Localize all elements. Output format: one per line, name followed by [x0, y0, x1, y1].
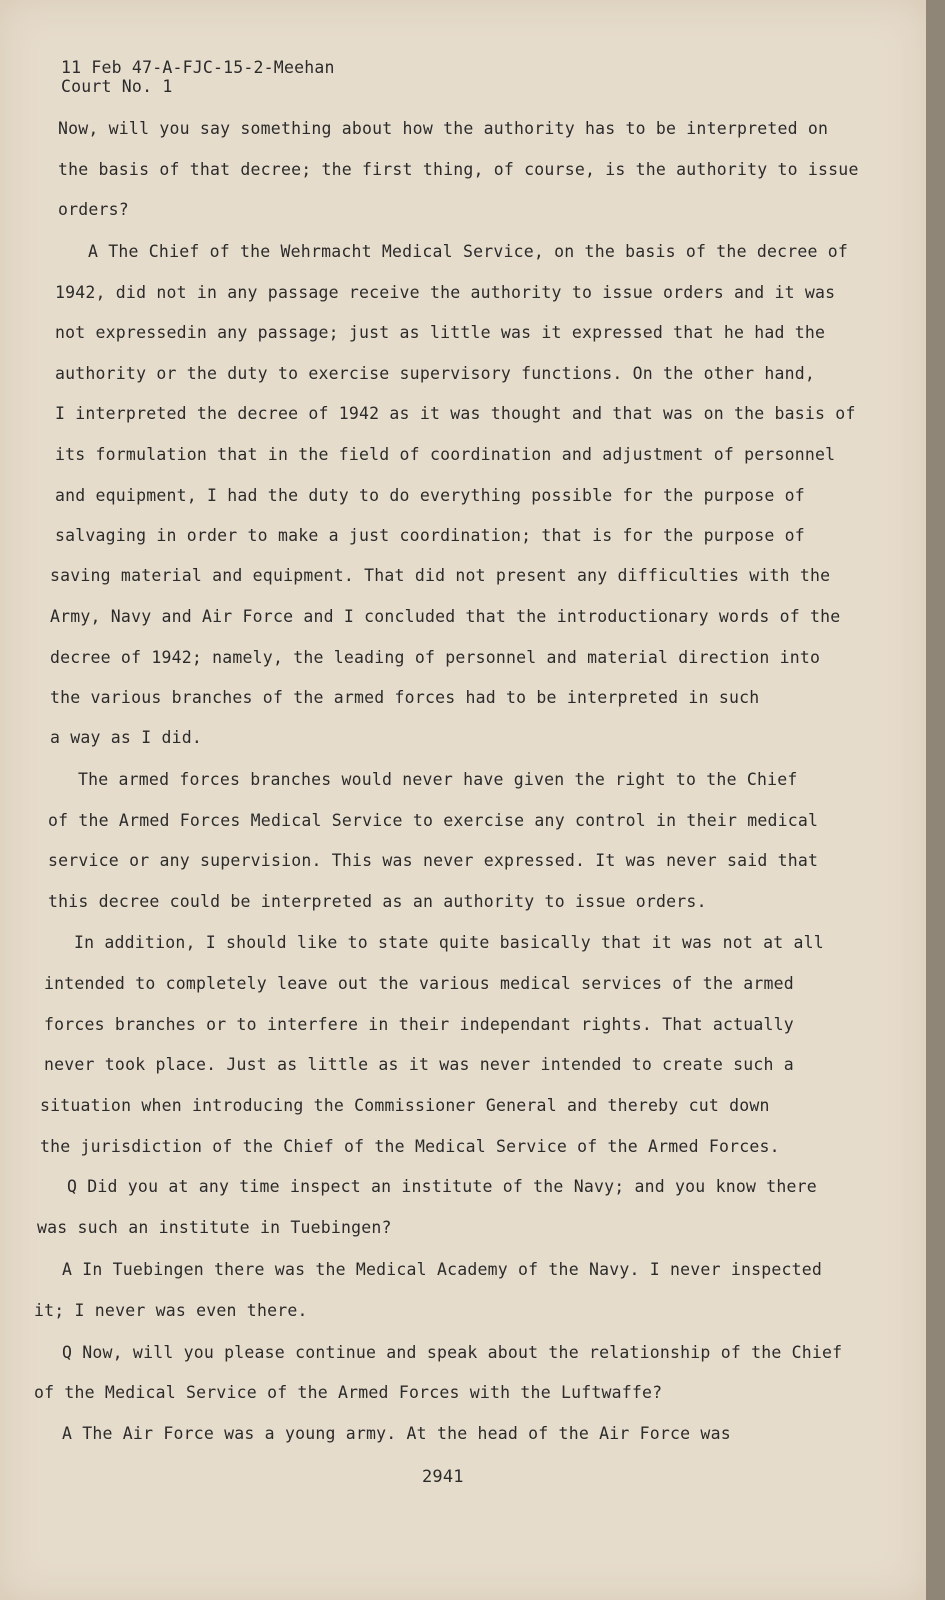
text-line: saving material and equipment. That did not present any difficulties with the — [50, 566, 831, 585]
text-line: was such an institute in Tuebingen? — [37, 1218, 392, 1237]
text-line: a way as I did. — [50, 728, 203, 747]
text-line: it; I never was even there. — [34, 1301, 308, 1320]
text-line: authority or the duty to exercise supervisory functions. On the other hand, — [55, 364, 816, 383]
text-line: Q Did you at any time inspect an institute of the Navy; and you know there — [67, 1177, 817, 1196]
text-line: salvaging in order to make a just coordination; that is for the purpose of — [55, 526, 805, 545]
text-line: service or any supervision. This was never expressed. It was never said that — [48, 851, 819, 870]
header-line-1: 11 Feb 47-A-FJC-15-2-Meehan — [61, 58, 335, 77]
text-line: the various branches of the armed forces had to be interpreted in such — [50, 688, 760, 707]
text-line: orders? — [58, 200, 129, 219]
text-line: Now, will you say something about how the authority has to be interpreted on — [58, 119, 829, 138]
text-line: this decree could be interpreted as an authority to issue orders. — [48, 892, 707, 911]
text-line: of the Armed Forces Medical Service to exercise any control in their medical — [48, 811, 819, 830]
text-line: decree of 1942; namely, the leading of personnel and material direction into — [50, 648, 821, 667]
text-line: situation when introducing the Commissioner General and thereby cut down — [40, 1096, 770, 1115]
text-line: of the Medical Service of the Armed Forces with the Luftwaffe? — [34, 1383, 663, 1402]
text-line: not expressedin any passage; just as little was it expressed that he had the — [55, 323, 826, 342]
text-line: A In Tuebingen there was the Medical Academy of the Navy. I never inspected — [62, 1260, 823, 1279]
text-line: its formulation that in the field of coordination and adjustment of personnel — [55, 445, 836, 464]
page-number: 2941 — [422, 1467, 464, 1487]
header-line-2: Court No. 1 — [61, 77, 173, 96]
text-line: 1942, did not in any passage receive the authority to issue orders and it was — [55, 283, 836, 302]
text-line: In addition, I should like to state quite basically that it was not at all — [74, 933, 824, 952]
text-line: Army, Navy and Air Force and I concluded that the introductionary words of the — [50, 607, 841, 626]
text-line: The armed forces branches would never have given the right to the Chief — [78, 770, 798, 789]
text-line: intended to completely leave out the various medical services of the armed — [44, 974, 794, 993]
text-line: forces branches or to interfere in their independant rights. That actually — [44, 1015, 794, 1034]
text-line: I interpreted the decree of 1942 as it was thought and that was on the basis of — [55, 404, 856, 423]
text-line: Q Now, will you please continue and speak about the relationship of the Chief — [62, 1343, 843, 1362]
text-line: the jurisdiction of the Chief of the Medical Service of the Armed Forces. — [40, 1137, 780, 1156]
text-line: A The Air Force was a young army. At the head of the Air Force was — [62, 1424, 731, 1443]
text-line: the basis of that decree; the first thing, of course, is the authority to issue — [58, 160, 859, 179]
text-line: never took place. Just as little as it was never intended to create such a — [44, 1055, 794, 1074]
text-line: and equipment, I had the duty to do everything possible for the purpose of — [55, 486, 805, 505]
page-edge — [926, 0, 945, 1600]
text-line: A The Chief of the Wehrmacht Medical Service, on the basis of the decree of — [88, 242, 849, 261]
